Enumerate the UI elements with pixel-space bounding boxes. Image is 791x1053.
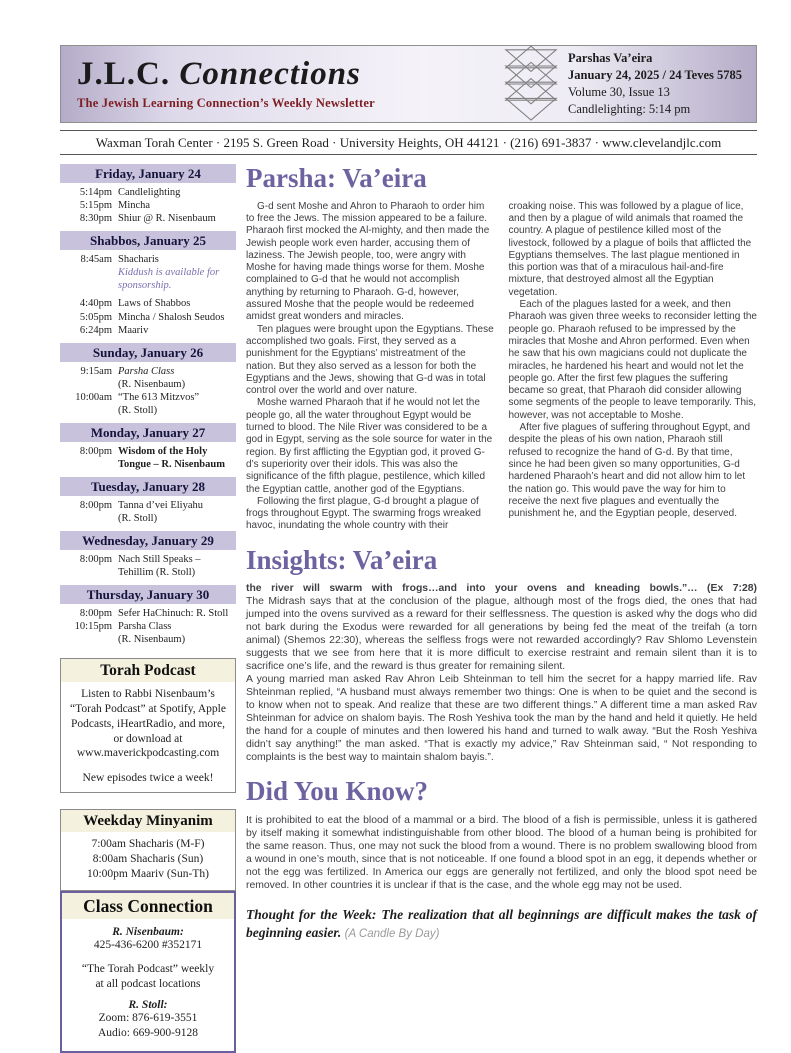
schedule-day-header: Friday, January 24 — [60, 164, 236, 183]
issue-info — [568, 50, 742, 119]
schedule-item-time: 5:15pm — [79, 200, 112, 212]
schedule-day-tuesday — [60, 477, 236, 525]
schedule-day-friday — [60, 164, 236, 225]
parsha-paragraph: Moshe warned Pharaoh that if he would not let the people go, all the water throughout Egypt would be turned to blood. The Nile River was considered to be a god in Egypt, serving as the sole source for water in the region. By first afflicting the Egyptian god, it proved G-d’s superiority over their idols. This was also the significance of the fifth plague, pestilence, which killed the Egyptian cattle, another god of the Egyptians. — [246, 397, 493, 495]
schedule-item-text: (R. Nisenbaum) — [118, 378, 186, 390]
schedule-item-text: Shiur @ R. Nisenbaum — [118, 213, 216, 225]
main-articles — [246, 164, 757, 1053]
schedule-item — [60, 608, 236, 620]
masthead — [60, 45, 757, 123]
class-connection-title: Class Connection — [62, 893, 234, 919]
issue-volume-line: Volume 30, Issue 13 — [568, 85, 670, 99]
schedule-item — [60, 366, 236, 378]
schedule-item-text: Parsha Class — [118, 621, 172, 633]
schedule-item-text: Shacharis — [118, 254, 159, 266]
schedule-item-text: Tongue – R. Nisenbaum — [118, 458, 225, 470]
schedule-item-time: 5:14pm — [79, 187, 112, 198]
masthead-left — [77, 57, 375, 112]
schedule-day-wednesday — [60, 531, 236, 579]
nisenbaum-label: R. Nisenbaum: — [112, 925, 184, 938]
schedule-item — [60, 500, 236, 512]
didyouknow-heading: Did You Know? — [246, 776, 429, 807]
parsha-column-2 — [509, 201, 758, 533]
minyanim-line: 10:00pm Maariv (Sun-Th) — [86, 867, 209, 880]
insights-paragraph: The Midrash says that at the conclusion of the plague, although most of the frogs died, the ones that had jumped into the ovens survived as a reward for their selflessness. The question is asked why the dogs who did not bark during the Exodus were rewarded for all generations by being fed the meat of the treifah (a torn animal) (Shemos 22:30), whereas the selfless frogs were not rewarded accordingly? Rav Shlomo Levenstein suggests that we see from here that it is more difficult to exercise restraint and remain silent than it is to sacrifice one’s life, and the reward is thus greater for remaining silent. — [246, 596, 757, 673]
parsha-paragraph: Ten plagues were brought upon the Egyptians. These accomplished two goals. First, they served as a punishment for the Egyptians’ mistreatment of the nation. But they also served as a lesson for both the Egyptians and the Jews, showing that G-d was in total control over the world and over nature. — [246, 323, 494, 397]
schedule-item-text: Wisdom of the Holy — [118, 445, 208, 457]
minyanim-line: 8:00am Shacharis (Sun) — [92, 852, 204, 865]
schedule-day-header: Monday, January 27 — [60, 423, 236, 442]
title-prefix: J.L.C. — [77, 55, 171, 92]
schedule-item-text: Tanna d’vei Eliyahu — [118, 500, 203, 511]
insights-paragraph: A young married man asked Rav Ahron Leib Shteinman to tell him the secret for a happy married life. Rav Shteinman replied, “A husband must always remember two things: One is when to be quiet and the second is to know when not to speak. And realize that these are two different things.” A different time a man asked Rav Shteinman for advice on shalom bayis. The Rosh Yeshiva took the man by the hand and held it quietly. He held the hand for a couple of minutes and then lowered his hand and turned to walk away. “But the Rosh Yeshiva didn’t say anything!” the man asked. “That is exactly my advice,” Rav Shteinman said, “ Not responding to complaints is the best way to maintain shalom bayis.”. — [246, 674, 757, 764]
schedule-item-time: 8:30pm — [79, 213, 112, 225]
didyouknow-paragraph: It is prohibited to eat the blood of a mammal or a bird. The blood of a fish is permissible, unless it is gathered by itself making it somewhat indistinguishable from other blood. The blood of a human being is prohibited for the same reason. Thus, one may not suck the blood from a wound. There is no problem swallowing blood from a wound in one’s mouth, since that is not noticeable. If one found a blood spot in an egg, it depends whether or not the egg was fertilized. In America our eggs are generally not fertilized, and only the blood spot need be removed. In other countries it is unclear if that is the case, and the whole egg may not be used. — [246, 815, 757, 892]
issue-candlelighting-line: Candlelighting: 5:14 pm — [568, 102, 691, 117]
parsha-article — [246, 201, 757, 533]
schedule-item-text: (R. Stoll) — [118, 513, 158, 525]
issue-parsha-line: Parshas Va’eira — [568, 50, 653, 65]
schedule-day-header: Sunday, January 26 — [60, 343, 236, 362]
parsha-paragraph: G-d sent Moshe and Ahron to Pharaoh to order him to free the Jews. The mission appeared to be a failure. Pharaoh first mocked the Al-mighty, and then made the Jewish people work even harder, accusing them of laziness. The Jewish people, too, were angry with Moshe for having made things worse for them. Moshe complained to G-d that he would not accomplish anything by returning to Pharaoh. G-d, however, assured Moshe that the people would be redeemed amidst great wonders and miracles. — [246, 200, 490, 323]
title-emphasis: Connections — [179, 55, 361, 92]
schedule-item — [60, 200, 236, 212]
content-area — [60, 164, 757, 1053]
schedule-day-header: Thursday, January 30 — [60, 585, 236, 604]
schedule-item-time: 5:05pm — [79, 311, 112, 323]
class-connection-box — [60, 891, 236, 1053]
schedule-item-time: 10:15pm — [74, 621, 112, 633]
schedule-item-text: Nach Still Speaks – — [118, 554, 201, 566]
schedule-sidebar — [60, 164, 236, 1053]
schedule-item-text: Mincha — [118, 200, 151, 212]
schedule-item-text: Mincha / Shalosh Seudos — [118, 311, 225, 323]
schedule-item-text: “The 613 Mitzvos” — [118, 391, 200, 403]
thought-text: The realization that all beginnings are difficult makes the task of beginning easier. — [246, 907, 757, 940]
schedule-item — [60, 213, 236, 225]
schedule-item-text: Sefer HaChinuch: R. Stoll — [118, 608, 229, 620]
weekday-minyanim-title: Weekday Minyanim — [61, 810, 235, 832]
weekday-minyanim-box — [60, 809, 236, 891]
stoll-audio-number: Audio: 669-900-9128 — [98, 1026, 198, 1039]
schedule-item-text: (R. Nisenbaum) — [118, 634, 186, 646]
schedule-item-time: 8:00pm — [79, 608, 112, 620]
stoll-zoom-number: Zoom: 876-619-3551 — [98, 1011, 198, 1024]
parsha-paragraph: After five plagues of suffering throughout Egypt, and despite the pleas of his own nation, Pharaoh still refused to recognize the hand of G-d. By that time, since he had been given so many opportunities, G-d hardened Pharaoh’s heart and did not allow him to let the nation go. This would pave the way for him to receive the next five plagues and eventually the punishment he, and the Egyptian people, deserved. — [508, 422, 751, 520]
schedule-item — [60, 554, 236, 566]
kiddush-sponsorship-note: Kiddush is available for sponsorship. — [118, 267, 220, 291]
torah-podcast-title: Torah Podcast — [61, 659, 235, 682]
schedule-item-time: 8:00pm — [79, 445, 112, 457]
parsha-paragraph: Each of the plagues lasted for a week, and then Pharaoh was given three weeks to reconsider letting the people go. Pharaoh refused to be impressed by the miracles that Moshe and Ahron performed. Even when he saw that his own magicians could not duplicate the miracles, he hardened his heart and would not let the people go. After the first few plagues the suffering became so great, that Pharaoh did consider allowing some segments of the people to leave temporarily. This, however, was not acceptable to Moshe. — [508, 299, 757, 421]
stoll-label: R. Stoll: — [128, 998, 168, 1011]
newsletter-subtitle: The Jewish Learning Connection’s Weekly Newsletter — [77, 96, 375, 111]
schedule-day-header: Tuesday, January 28 — [60, 477, 236, 496]
stacked-triangles-logo — [504, 46, 558, 122]
masthead-right — [504, 46, 742, 122]
torah-podcast-footer: New episodes twice a week! — [82, 772, 214, 785]
schedule-item — [60, 325, 236, 337]
podcast-note-line: at all podcast locations — [95, 977, 201, 990]
schedule-item-time: 8:00pm — [79, 500, 112, 511]
schedule-day-sunday — [60, 343, 236, 417]
torah-podcast-body: Listen to Rabbi Nisenbaum’s “Torah Podcast” at Spotify, Apple Podcasts, iHeartRadio, and more, or download at www.maverickpodcasting.com — [70, 688, 226, 760]
newsletter-title — [77, 57, 375, 92]
schedule-day-monday — [60, 423, 236, 471]
torah-podcast-box — [60, 658, 236, 793]
minyanim-line: 7:00am Shacharis (M-F) — [91, 838, 205, 851]
schedule-item-text: Maariv — [118, 324, 149, 336]
schedule-item-text: Laws of Shabbos — [118, 298, 191, 310]
schedule-day-header: Wednesday, January 29 — [60, 531, 236, 550]
parsha-paragraph: Following the first plague, G-d brought a plague of frogs throughout Egypt. The swarming frogs wreaked havoc, inundating the whole country with their — [246, 495, 481, 532]
schedule-item-time: 9:15am — [80, 365, 112, 377]
schedule-item-text: (R. Stoll) — [118, 404, 158, 416]
insights-lead-verse: the river will swarm with frogs…and into your ovens and kneading bowls.”… (Ex 7:28) — [246, 583, 757, 595]
schedule-item — [60, 187, 236, 199]
address-bar: Waxman Torah Center · 2195 S. Green Road · University Heights, OH 44121 · (216) 691-3837 · www.clevelandjlc.com — [60, 130, 757, 155]
parsha-column-1 — [246, 201, 495, 533]
thought-source: (A Candle By Day) — [344, 927, 440, 940]
issue-date-line: January 24, 2025 / 24 Teves 5785 — [568, 67, 742, 82]
schedule-item-time: 8:45am — [80, 254, 112, 266]
schedule-item — [60, 392, 236, 404]
schedule-item — [60, 312, 236, 324]
schedule-item-time: 6:24pm — [79, 324, 112, 336]
parsha-paragraph: croaking noise. This was followed by a plague of lice, and then by a plague of wild animals that roamed the country. A plague of pestilence killed most of the livestock, followed by a plague of boils that afflicted the Egyptians themselves. The last plague mentioned in this portion was that of a miraculous hail-and-fire mixture, that destroyed almost all the Egyptian vegetation. — [508, 200, 752, 298]
schedule-item — [60, 254, 236, 266]
nisenbaum-phone: 425-436-6200 #352171 — [93, 938, 203, 951]
schedule-item — [60, 298, 236, 310]
schedule-item-text: Candlelighting — [118, 187, 181, 198]
podcast-note-line: “The Torah Podcast” weekly — [81, 962, 215, 975]
insights-heading: Insights: Va’eira — [246, 544, 438, 575]
schedule-day-thursday — [60, 585, 236, 646]
parsha-heading: Parsha: Va’eira — [246, 163, 427, 193]
schedule-item — [60, 621, 236, 633]
thought-for-the-week — [246, 906, 757, 941]
schedule-item-time: 8:00pm — [79, 554, 112, 566]
schedule-item-time: 4:40pm — [79, 298, 112, 310]
schedule-day-shabbos — [60, 231, 236, 336]
thought-label: Thought for the Week: — [246, 907, 377, 923]
schedule-item-text: Tehillim (R. Stoll) — [118, 567, 196, 579]
schedule-item-time: 10:00am — [75, 391, 112, 403]
schedule-item — [60, 446, 236, 458]
schedule-day-header: Shabbos, January 25 — [60, 231, 236, 250]
schedule-item-text: Parsha Class — [118, 365, 175, 377]
